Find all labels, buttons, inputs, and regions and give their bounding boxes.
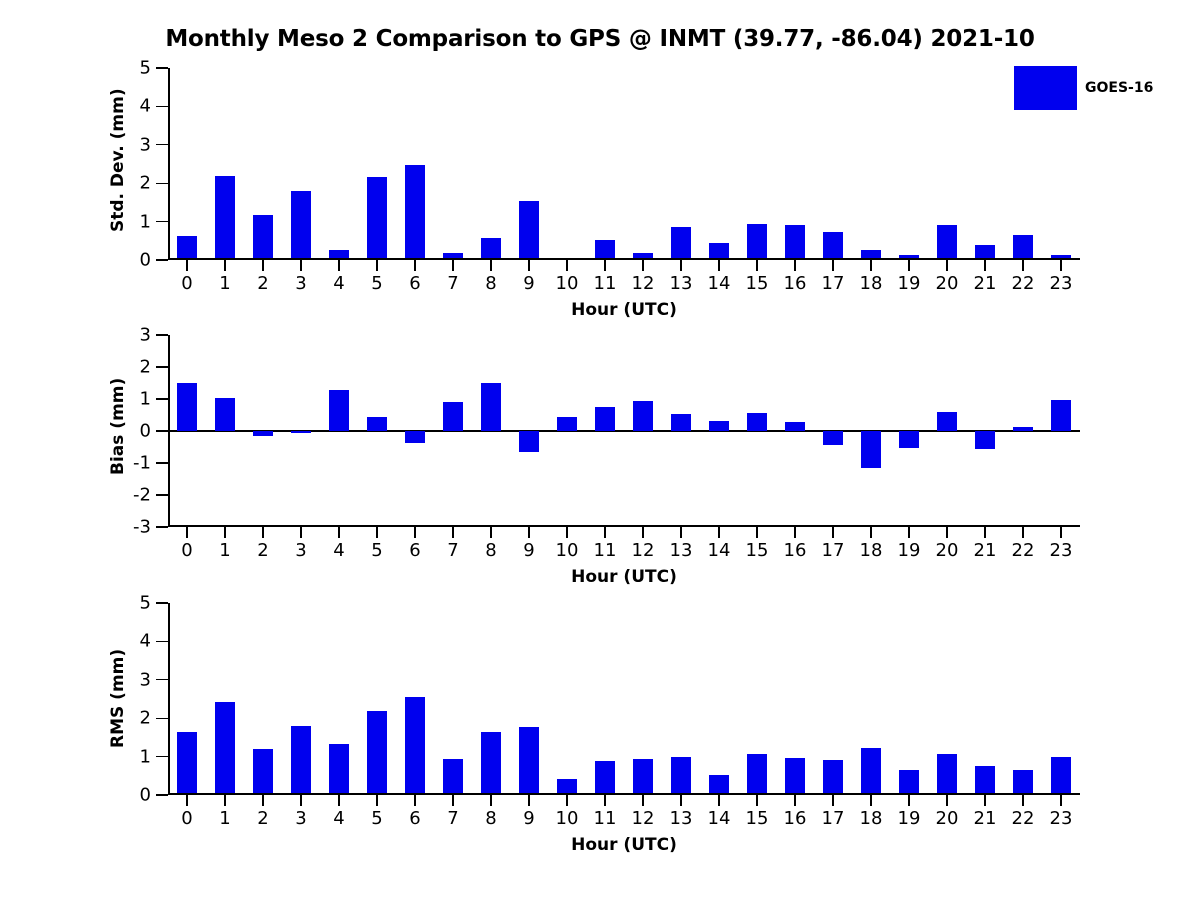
- bar: [519, 201, 539, 260]
- x-axis-title: Hour (UTC): [571, 835, 677, 855]
- x-tick: [1022, 527, 1023, 538]
- x-tick: [338, 260, 339, 271]
- page-title: Monthly Meso 2 Comparison to GPS @ INMT (39.77, -86.04) 2021-10: [165, 26, 1035, 52]
- x-tick-label: 14: [707, 540, 731, 561]
- bar: [823, 760, 843, 795]
- bar: [253, 749, 273, 795]
- x-tick: [262, 795, 263, 806]
- bar: [481, 383, 501, 431]
- x-tick-label: 12: [631, 540, 655, 561]
- y-tick: [156, 334, 168, 335]
- x-tick: [870, 260, 871, 271]
- x-tick-label: 16: [783, 273, 807, 294]
- y-axis-title: Std. Dev. (mm): [108, 88, 128, 232]
- x-tick: [262, 527, 263, 538]
- x-tick-label: 2: [257, 273, 269, 294]
- x-tick: [642, 795, 643, 806]
- x-tick: [1060, 260, 1061, 271]
- y-tick-label: 4: [139, 95, 151, 117]
- bar: [823, 232, 843, 260]
- bar: [177, 383, 197, 431]
- y-tick-label: 1: [139, 388, 151, 410]
- bar: [937, 225, 957, 260]
- y-tick: [156, 366, 168, 367]
- x-tick: [984, 795, 985, 806]
- x-tick-label: 13: [669, 540, 693, 561]
- bar: [747, 413, 767, 431]
- bar: [861, 431, 881, 468]
- bar: [595, 407, 615, 431]
- bar: [937, 754, 957, 795]
- x-tick: [794, 527, 795, 538]
- x-tick: [946, 260, 947, 271]
- x-tick: [566, 795, 567, 806]
- x-tick: [528, 795, 529, 806]
- x-tick: [452, 795, 453, 806]
- x-tick: [908, 260, 909, 271]
- x-tick: [832, 795, 833, 806]
- bar: [481, 732, 501, 795]
- x-tick: [186, 527, 187, 538]
- bar: [291, 191, 311, 260]
- y-tick-label: 2: [139, 707, 151, 729]
- x-tick-label: 14: [707, 808, 731, 829]
- x-tick: [376, 260, 377, 271]
- y-axis-title: RMS (mm): [108, 648, 128, 748]
- x-tick: [832, 260, 833, 271]
- x-tick-label: 11: [593, 540, 617, 561]
- x-tick-label: 9: [523, 540, 535, 561]
- x-tick: [414, 795, 415, 806]
- y-axis-title: Bias (mm): [108, 377, 128, 475]
- x-tick-label: 12: [631, 273, 655, 294]
- y-tick-label: -1: [133, 452, 151, 474]
- y-tick: [156, 144, 168, 145]
- x-tick-label: 8: [485, 273, 497, 294]
- bar: [747, 224, 767, 260]
- x-tick: [1060, 527, 1061, 538]
- y-tick: [156, 641, 168, 642]
- x-tick: [680, 795, 681, 806]
- bar: [215, 176, 235, 260]
- x-tick-label: 7: [447, 273, 459, 294]
- y-tick: [156, 398, 168, 399]
- chart-panel-std-dev: [108, 57, 1080, 320]
- bar: [899, 770, 919, 795]
- bar: [329, 390, 349, 431]
- x-tick-label: 13: [669, 808, 693, 829]
- x-tick-label: 3: [295, 273, 307, 294]
- x-tick-label: 17: [821, 808, 845, 829]
- x-tick-label: 2: [257, 808, 269, 829]
- plot-area-std-dev: [139, 57, 1080, 294]
- y-tick: [156, 221, 168, 222]
- bar: [253, 431, 273, 436]
- y-axis-line: [168, 68, 170, 260]
- x-tick: [414, 260, 415, 271]
- y-tick: [156, 106, 168, 107]
- bar: [291, 726, 311, 795]
- x-tick: [642, 527, 643, 538]
- y-tick-label: -3: [133, 516, 151, 538]
- x-tick-label: 1: [219, 808, 231, 829]
- bar: [709, 775, 729, 795]
- x-tick-label: 19: [897, 540, 921, 561]
- x-tick: [224, 527, 225, 538]
- bar: [329, 744, 349, 795]
- bar: [671, 227, 691, 260]
- x-tick: [300, 260, 301, 271]
- x-tick-label: 15: [745, 273, 769, 294]
- x-tick-label: 18: [859, 808, 883, 829]
- bar: [937, 412, 957, 431]
- x-tick-label: 10: [555, 808, 579, 829]
- x-tick: [718, 260, 719, 271]
- x-tick-label: 15: [745, 808, 769, 829]
- y-tick: [156, 794, 168, 795]
- x-tick: [756, 795, 757, 806]
- bar: [671, 757, 691, 795]
- chart-panel-rms: [108, 592, 1080, 855]
- bar: [709, 421, 729, 431]
- x-tick-label: 19: [897, 808, 921, 829]
- x-tick: [718, 527, 719, 538]
- x-tick: [680, 260, 681, 271]
- x-tick: [642, 260, 643, 271]
- bar: [253, 215, 273, 260]
- x-tick-label: 15: [745, 540, 769, 561]
- y-tick-label: 5: [139, 592, 151, 614]
- x-tick: [452, 260, 453, 271]
- x-tick-label: 9: [523, 808, 535, 829]
- bar: [899, 431, 919, 448]
- x-tick: [490, 260, 491, 271]
- bar: [215, 398, 235, 431]
- bar: [481, 238, 501, 260]
- x-axis-title: Hour (UTC): [571, 300, 677, 320]
- x-tick-label: 6: [409, 273, 421, 294]
- y-tick: [156, 756, 168, 757]
- x-tick: [376, 795, 377, 806]
- x-tick: [908, 795, 909, 806]
- x-tick: [414, 527, 415, 538]
- x-tick: [984, 527, 985, 538]
- x-tick-label: 20: [935, 808, 959, 829]
- bar: [975, 766, 995, 795]
- x-tick-label: 3: [295, 540, 307, 561]
- x-tick-label: 14: [707, 273, 731, 294]
- chart-panel-bias: [108, 324, 1080, 587]
- y-tick-label: 1: [139, 746, 151, 768]
- bar: [633, 401, 653, 431]
- plot-area-rms: [139, 592, 1080, 829]
- x-tick-label: 5: [371, 273, 383, 294]
- bar: [367, 417, 387, 431]
- x-tick-label: 12: [631, 808, 655, 829]
- legend: [1014, 66, 1153, 110]
- bar: [975, 431, 995, 449]
- y-tick: [156, 430, 168, 431]
- bar: [785, 758, 805, 795]
- bar: [1013, 427, 1033, 431]
- y-axis-line: [168, 603, 170, 795]
- x-tick-label: 23: [1049, 808, 1073, 829]
- bar: [747, 754, 767, 795]
- y-tick-label: 5: [139, 57, 151, 79]
- x-tick: [528, 527, 529, 538]
- x-tick-label: 10: [555, 273, 579, 294]
- x-tick-label: 4: [333, 540, 345, 561]
- x-axis-line: [168, 258, 1080, 260]
- x-tick-label: 18: [859, 540, 883, 561]
- x-tick: [1022, 260, 1023, 271]
- x-tick: [604, 795, 605, 806]
- x-tick-label: 7: [447, 540, 459, 561]
- bar: [367, 177, 387, 260]
- y-tick-label: 2: [139, 172, 151, 194]
- x-tick: [452, 527, 453, 538]
- x-tick-label: 9: [523, 273, 535, 294]
- x-tick: [376, 527, 377, 538]
- y-tick-label: 0: [139, 784, 151, 806]
- x-axis-line: [168, 793, 1080, 795]
- y-tick-label: 3: [139, 134, 151, 156]
- x-tick: [794, 795, 795, 806]
- x-tick: [566, 527, 567, 538]
- x-tick-label: 22: [1011, 273, 1035, 294]
- y-tick: [156, 67, 168, 68]
- x-tick: [794, 260, 795, 271]
- x-tick-label: 20: [935, 273, 959, 294]
- legend-label-goes16: GOES-16: [1085, 80, 1154, 96]
- bar: [595, 240, 615, 260]
- x-tick: [1060, 795, 1061, 806]
- x-tick: [870, 795, 871, 806]
- x-axis-line: [168, 525, 1080, 527]
- bar: [671, 414, 691, 431]
- x-tick: [262, 260, 263, 271]
- x-tick-label: 6: [409, 540, 421, 561]
- bar: [557, 417, 577, 431]
- x-tick: [946, 795, 947, 806]
- y-axis-line: [168, 335, 170, 527]
- plot-area-bias: [133, 324, 1080, 561]
- bar: [177, 236, 197, 260]
- legend-swatch-goes16: [1014, 66, 1077, 110]
- x-tick-label: 3: [295, 808, 307, 829]
- x-tick-label: 1: [219, 273, 231, 294]
- x-axis-title: Hour (UTC): [571, 567, 677, 587]
- bar: [785, 422, 805, 431]
- y-tick-label: 0: [139, 420, 151, 442]
- x-tick: [756, 527, 757, 538]
- x-tick-label: 5: [371, 540, 383, 561]
- x-tick: [908, 527, 909, 538]
- x-tick: [338, 527, 339, 538]
- x-tick-label: 4: [333, 808, 345, 829]
- x-tick-label: 8: [485, 540, 497, 561]
- x-tick: [186, 795, 187, 806]
- x-tick-label: 11: [593, 808, 617, 829]
- x-tick-label: 11: [593, 273, 617, 294]
- x-tick-label: 13: [669, 273, 693, 294]
- x-tick-label: 16: [783, 808, 807, 829]
- x-tick: [832, 527, 833, 538]
- x-tick-label: 0: [181, 273, 193, 294]
- y-tick-label: -2: [133, 484, 151, 506]
- bar: [443, 759, 463, 795]
- x-tick-label: 0: [181, 808, 193, 829]
- bar: [861, 748, 881, 795]
- x-tick: [718, 795, 719, 806]
- bar: [177, 732, 197, 795]
- x-tick-label: 6: [409, 808, 421, 829]
- bar: [405, 431, 425, 443]
- y-tick-label: 0: [139, 249, 151, 271]
- x-tick-label: 7: [447, 808, 459, 829]
- bar: [291, 431, 311, 433]
- x-tick-label: 8: [485, 808, 497, 829]
- bar: [1051, 400, 1071, 431]
- x-tick: [984, 260, 985, 271]
- x-tick-label: 21: [973, 540, 997, 561]
- bar: [1013, 770, 1033, 795]
- bar: [785, 225, 805, 260]
- bar: [823, 431, 843, 445]
- x-tick: [300, 795, 301, 806]
- x-tick-label: 4: [333, 273, 345, 294]
- x-tick: [870, 527, 871, 538]
- x-tick: [946, 527, 947, 538]
- x-tick-label: 22: [1011, 808, 1035, 829]
- y-tick: [156, 679, 168, 680]
- bar: [1051, 757, 1071, 795]
- x-tick: [566, 260, 567, 271]
- x-tick: [490, 795, 491, 806]
- y-tick-label: 1: [139, 211, 151, 233]
- x-tick: [300, 527, 301, 538]
- x-tick-label: 21: [973, 808, 997, 829]
- x-tick: [1022, 795, 1023, 806]
- y-tick-label: 3: [139, 669, 151, 691]
- bar: [405, 165, 425, 260]
- x-tick-label: 19: [897, 273, 921, 294]
- y-tick: [156, 602, 168, 603]
- x-tick-label: 16: [783, 540, 807, 561]
- x-tick: [490, 527, 491, 538]
- x-tick: [338, 795, 339, 806]
- x-tick: [528, 260, 529, 271]
- x-tick: [604, 527, 605, 538]
- x-tick-label: 20: [935, 540, 959, 561]
- y-tick: [156, 494, 168, 495]
- bar: [633, 759, 653, 795]
- bar: [519, 727, 539, 795]
- bar: [1013, 235, 1033, 260]
- x-tick-label: 23: [1049, 273, 1073, 294]
- bar: [367, 711, 387, 795]
- x-tick: [224, 260, 225, 271]
- x-tick-label: 1: [219, 540, 231, 561]
- bar: [595, 761, 615, 795]
- y-tick-label: 3: [139, 324, 151, 346]
- bar: [443, 402, 463, 431]
- x-tick-label: 0: [181, 540, 193, 561]
- x-tick-label: 17: [821, 540, 845, 561]
- x-tick: [756, 260, 757, 271]
- y-tick-label: 4: [139, 630, 151, 652]
- bar: [405, 697, 425, 795]
- y-tick-label: 2: [139, 356, 151, 378]
- x-tick: [224, 795, 225, 806]
- x-tick-label: 2: [257, 540, 269, 561]
- x-tick-label: 17: [821, 273, 845, 294]
- x-tick: [604, 260, 605, 271]
- x-tick-label: 22: [1011, 540, 1035, 561]
- bar: [215, 702, 235, 795]
- y-tick: [156, 259, 168, 260]
- x-tick-label: 23: [1049, 540, 1073, 561]
- x-tick-label: 5: [371, 808, 383, 829]
- bar: [519, 431, 539, 452]
- y-tick: [156, 462, 168, 463]
- x-tick: [186, 260, 187, 271]
- x-tick-label: 10: [555, 540, 579, 561]
- x-tick-label: 21: [973, 273, 997, 294]
- x-tick-label: 18: [859, 273, 883, 294]
- y-tick: [156, 526, 168, 527]
- y-tick: [156, 183, 168, 184]
- x-tick: [680, 527, 681, 538]
- y-tick: [156, 718, 168, 719]
